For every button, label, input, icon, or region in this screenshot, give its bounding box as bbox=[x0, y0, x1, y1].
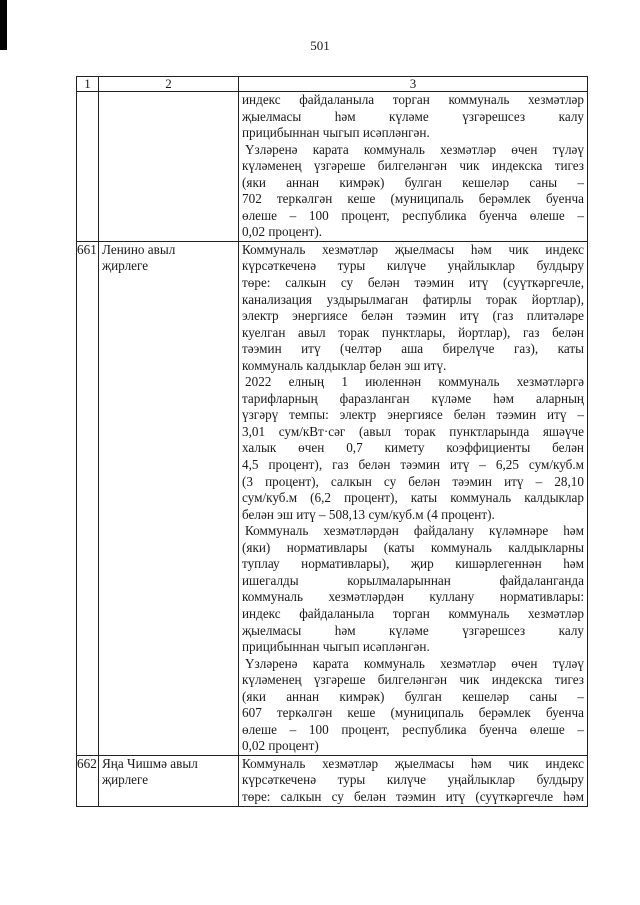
description-line: халык өчен 0,7 кимету коэффициенты белән bbox=[242, 440, 584, 456]
description-line: төре: салкын су белән тәэмин итү (суүткәргечле, bbox=[242, 275, 584, 291]
description-line: куелган авыл торак пунктлары, йортлар), газ белән bbox=[242, 324, 584, 340]
description-line: 0,02 процент) bbox=[242, 738, 319, 754]
description-line: җыелмасы һәм күләме үзгәрешсез калу bbox=[242, 622, 584, 638]
header-col-2: 2 bbox=[99, 77, 239, 92]
description-lines bbox=[242, 92, 584, 241]
description-line: 702 теркәлгән кеше (муниципаль берәмлек буенча bbox=[242, 191, 584, 207]
row-number: 661 bbox=[77, 241, 99, 755]
description-line: 607 теркәлгән кеше (муниципаль берәмлек буенча bbox=[242, 705, 584, 721]
table-row bbox=[77, 241, 588, 755]
settlement-name-line: җирлеге bbox=[102, 258, 149, 274]
description-line: туплау нормативлары), җир кишәрлегеннән һәм bbox=[242, 556, 584, 572]
settlement-name-empty bbox=[99, 92, 239, 242]
description-line: Коммуналь хезмәтләр җыелмасы һәм чик индекс bbox=[242, 241, 584, 257]
description-line: прицибыннан чыгып исәпләнгән. bbox=[242, 639, 430, 655]
description-line: төре: салкын су белән тәэмин итү (суүткәргечле һәм bbox=[242, 788, 584, 804]
settlement-name bbox=[99, 755, 239, 806]
description-line: күләменең үзгәреше билгеләнгән чик индекска тигез bbox=[242, 158, 584, 174]
description-cell bbox=[239, 92, 588, 242]
table-row bbox=[77, 755, 588, 806]
description-line: җыелмасы һәм күләме үзгәрешсез калу bbox=[242, 108, 584, 124]
description-line: ишегалды корылмаларыннан файдаланганда bbox=[242, 572, 584, 588]
description-line: тарифларның фаразланган күләме һәм аларның bbox=[242, 390, 584, 406]
header-col-1: 1 bbox=[77, 77, 99, 92]
description-line: (яки) нормативлары (каты коммуналь калдыкларны bbox=[242, 539, 584, 555]
description-line: өлеше – 100 процент, республика буенча өлеше – bbox=[242, 721, 584, 737]
description-line: 0,02 процент). bbox=[242, 224, 323, 240]
description-line: күрсәткеченә туры килүче уңайлыклар булдыру bbox=[242, 258, 584, 274]
description-line: сум/куб.м (6,2 процент), каты коммуналь калдыклар bbox=[242, 490, 584, 506]
description-cell bbox=[239, 755, 588, 806]
description-line: (3 процент), салкын су белән тәэмин итү – 28,10 bbox=[242, 473, 584, 489]
header-col-3: 3 bbox=[239, 77, 588, 92]
description-line: (яки аннан кимрәк) булган кешеләр саны – bbox=[242, 688, 584, 704]
settlement-name bbox=[99, 241, 239, 755]
row-number: 662 bbox=[77, 755, 99, 806]
description-line: канализация уздырылмаган фатирлы торак йортлар), bbox=[242, 291, 584, 307]
description-line: коммуналь калдыклар белән эш итү. bbox=[242, 357, 447, 373]
description-line: Коммуналь хезмәтләр җыелмасы һәм чик индекс bbox=[242, 755, 584, 771]
table-header-row bbox=[77, 77, 588, 92]
settlement-name-line: Яңа Чишмә авыл bbox=[102, 755, 198, 771]
settlement-name-line: Ленино авыл bbox=[102, 241, 176, 257]
description-line: 2022 елның 1 июленнән коммуналь хезмәтләргә bbox=[245, 374, 584, 390]
description-line: күрсәткеченә туры килүче уңайлыклар булдыру bbox=[242, 772, 584, 788]
description-line: үзгәрү темпы: электр энергиясе белән тәэмин итү – bbox=[242, 407, 584, 423]
description-line: коммуналь хезмәтләрдән куллану нормативлары: bbox=[242, 589, 584, 605]
row-number-empty bbox=[77, 92, 99, 242]
description-line: (яки аннан кимрәк) булган кешеләр саны – bbox=[242, 174, 584, 190]
description-line: 3,01 сум/кВт·сәг (авыл торак пунктларында яшәүче bbox=[242, 423, 584, 439]
data-table bbox=[76, 76, 588, 807]
description-line: электр энергиясе белән тәэмин итү (газ плитәләре bbox=[242, 308, 584, 324]
description-line: Үзләренә карата коммуналь хезмәтләр өчен түләү bbox=[245, 655, 584, 671]
description-lines bbox=[242, 756, 584, 806]
description-lines bbox=[242, 242, 584, 755]
description-line: Коммуналь хезмәтләрдән файдалану күләмнәре һәм bbox=[245, 523, 584, 539]
description-line: индекс файдаланыла торган коммуналь хезмәтләр bbox=[242, 605, 584, 621]
description-cell bbox=[239, 241, 588, 755]
table-row-continuation bbox=[77, 92, 588, 242]
description-line: 4,5 процент), газ белән тәэмин итү – 6,25 сум/куб.м bbox=[242, 457, 584, 473]
description-line: тәэмин итү (челтәр аша бирелүче газ), каты bbox=[242, 341, 584, 357]
description-line: күләменең үзгәреше билгеләнгән чик индекска тигез bbox=[242, 672, 584, 688]
description-line: индекс файдаланыла торган коммуналь хезмәтләр bbox=[242, 92, 584, 107]
description-line: белән эш итү – 508,13 сум/куб.м (4 процент). bbox=[242, 506, 495, 522]
description-line: Үзләренә карата коммуналь хезмәтләр өчен түләү bbox=[245, 141, 584, 157]
settlement-name-line: җирлеге bbox=[102, 772, 149, 788]
description-line: өлеше – 100 процент, республика буенча өлеше – bbox=[242, 207, 584, 223]
page-number: 501 bbox=[310, 38, 330, 53]
description-line: прицибыннан чыгып исәпләнгән. bbox=[242, 125, 430, 141]
